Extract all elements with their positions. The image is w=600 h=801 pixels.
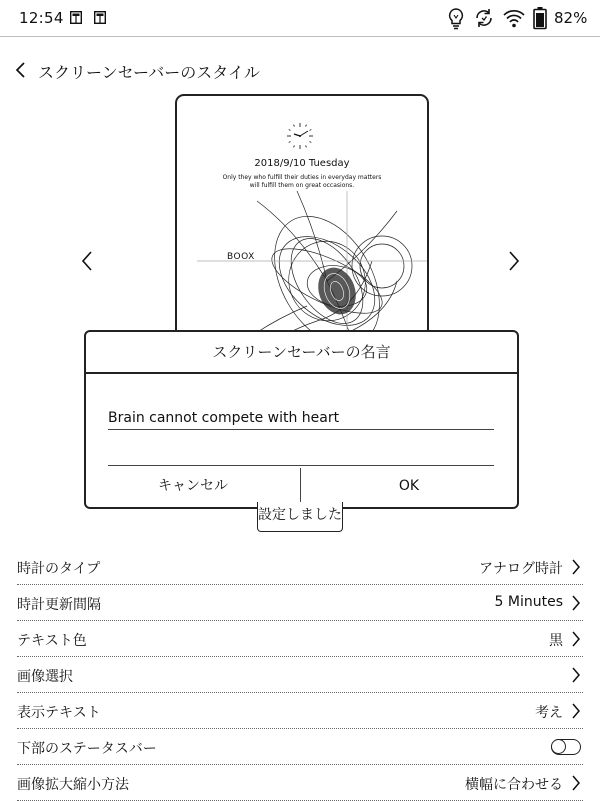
next-arrow-icon[interactable] <box>505 250 521 272</box>
status-bar <box>0 0 600 37</box>
previous-arrow-icon[interactable] <box>80 250 96 272</box>
setting-image-select[interactable] <box>17 657 583 693</box>
setting-value: 5 Minutes <box>494 594 563 610</box>
setting-label: 時計更新間隔 <box>17 597 101 613</box>
chevron-right-icon <box>571 595 581 611</box>
battery-percent: 82% <box>554 9 588 27</box>
analog-clock-icon <box>285 121 315 151</box>
lightbulb-icon <box>446 6 466 30</box>
chevron-right-icon <box>571 667 581 683</box>
battery-icon <box>533 6 547 30</box>
setting-text-color[interactable] <box>17 621 583 657</box>
input-divider <box>108 465 494 466</box>
dialog-title: スクリーンセーバーの名言 <box>86 332 517 374</box>
preview-date: 2018/9/10 Tuesday <box>254 158 350 169</box>
toast-message: 設定しました <box>257 502 343 532</box>
clock-time: 12:54 <box>19 9 64 27</box>
status-bar-toggle[interactable] <box>551 739 581 755</box>
settings-list <box>17 549 583 801</box>
preview-brand-logo: BOOX <box>227 252 255 262</box>
ok-button[interactable]: OK <box>398 478 420 494</box>
chevron-right-icon <box>571 559 581 575</box>
toggle-knob <box>551 739 566 754</box>
quote-input[interactable]: Brain cannot compete with heart <box>108 410 494 430</box>
setting-label: 画像選択 <box>17 669 73 685</box>
setting-label: 表示テキスト <box>17 705 101 721</box>
setting-label: 時計のタイプ <box>17 561 101 577</box>
setting-clock-type[interactable] <box>17 549 583 585</box>
wifi-icon <box>502 6 526 30</box>
sync-icon <box>473 6 495 30</box>
setting-display-text[interactable] <box>17 693 583 729</box>
preview-quote <box>177 174 427 190</box>
setting-label: 下部のステータスバー <box>17 741 157 757</box>
setting-image-scaling[interactable] <box>17 765 583 801</box>
note-icon <box>70 11 82 24</box>
setting-value: 黒 <box>549 633 563 649</box>
cancel-button[interactable]: キャンセル <box>86 468 301 505</box>
note-icon <box>94 11 106 24</box>
setting-bottom-status-bar <box>17 729 583 765</box>
quote-dialog <box>84 330 519 509</box>
setting-label: テキスト色 <box>17 633 87 649</box>
chevron-right-icon <box>571 631 581 647</box>
setting-value: 横幅に合わせる <box>465 777 563 793</box>
setting-value: アナログ時計 <box>479 561 563 577</box>
chevron-right-icon <box>571 703 581 719</box>
back-arrow-icon[interactable] <box>11 60 31 80</box>
setting-clock-update-interval[interactable] <box>17 585 583 621</box>
setting-label: 画像拡大縮小方法 <box>17 777 129 793</box>
preview-quote-line: Only they who fulfill their duties in everyday matters <box>222 174 382 181</box>
chevron-right-icon <box>571 775 581 791</box>
page-title: スクリーンセーバーのスタイル <box>38 63 260 82</box>
preview-quote-line: will fulfill them on great occasions. <box>249 182 355 189</box>
setting-value: 考え <box>535 705 563 721</box>
